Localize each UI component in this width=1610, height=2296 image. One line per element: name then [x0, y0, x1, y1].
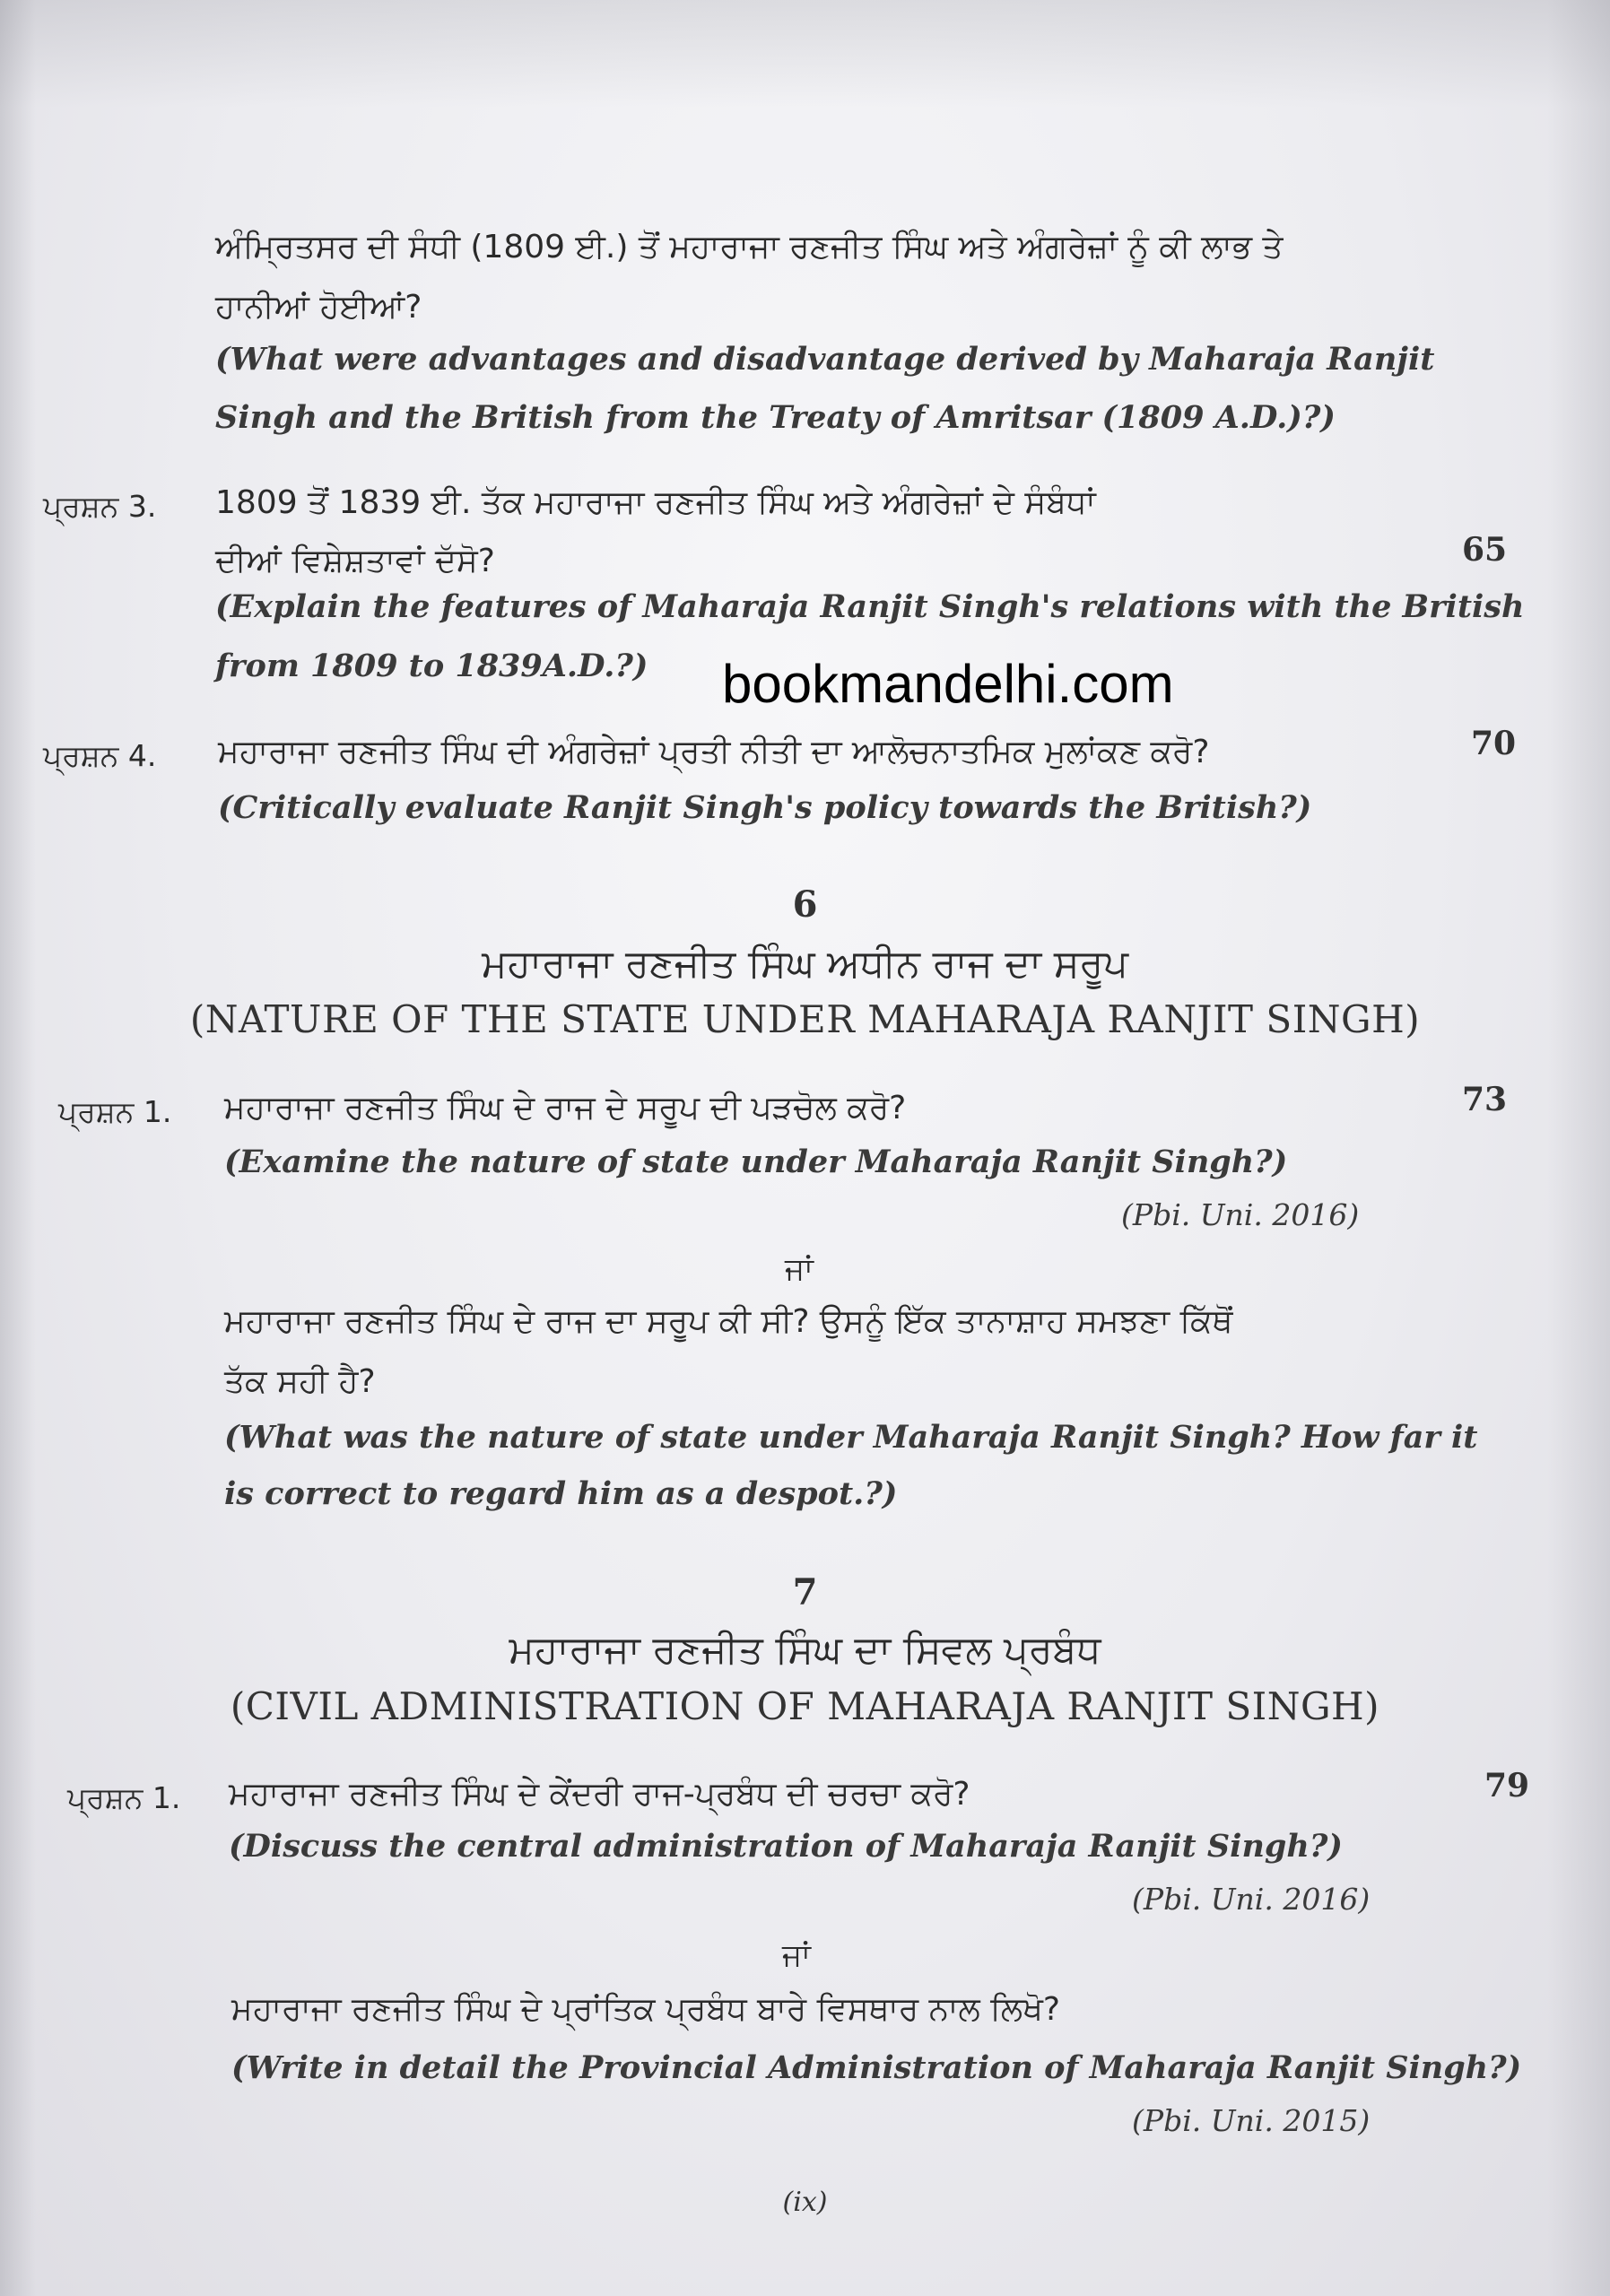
exam-source: (Pbi. Uni. 2015): [1132, 2103, 1371, 2138]
question-gurmukhi-line: 1809 ਤੋਂ 1839 ਈ. ਤੱਕ ਮਹਾਰਾਜਾ ਰਣਜੀਤ ਸਿੰਘ ਅਤੇ ਅੰਗਰੇਜ਼ਾਂ ਦੇ ਸੰਬੰਧਾਂ: [215, 484, 1096, 521]
page-number: 73: [1462, 1081, 1508, 1118]
question-english-line: (Discuss the central administration of Maharaja Ranjit Singh?): [229, 1828, 1343, 1865]
chapter-title-gurmukhi: ਮਹਾਰਾਜਾ ਰਣਜੀਤ ਸਿੰਘ ਦਾ ਸਿਵਲ ਪ੍ਰਬੰਧ: [509, 1628, 1101, 1673]
exam-source: (Pbi. Uni. 2016): [1132, 1882, 1371, 1917]
chapter-number: 7: [792, 1571, 818, 1613]
or-separator: ਜਾਂ: [785, 1251, 814, 1287]
question-label: ਪ੍ਰਸ਼ਨ 3.: [43, 489, 157, 524]
question-english-line: (What were advantages and disadvantage derived by Maharaja Ranjit: [215, 341, 1435, 378]
question-gurmukhi-line: ਮਹਾਰਾਜਾ ਰਣਜੀਤ ਸਿੰਘ ਦੇ ਰਾਜ ਦਾ ਸਰੂਪ ਕੀ ਸੀ? ਉਸਨੂੰ ਇੱਕ ਤਾਨਾਸ਼ਾਹ ਸਮਝਣਾ ਕਿੱਥੋਂ: [224, 1303, 1233, 1340]
page-number: 65: [1462, 531, 1508, 569]
question-label: ਪ੍ਰਸ਼ਨ 1.: [58, 1094, 172, 1129]
question-gurmukhi-line: ਮਹਾਰਾਜਾ ਰਣਜੀਤ ਸਿੰਘ ਦੇ ਰਾਜ ਦੇ ਸਰੂਪ ਦੀ ਪੜਚੋਲ ਕਰੋ?: [224, 1090, 907, 1126]
question-gurmukhi-line: ਤੱਕ ਸਹੀ ਹੈ?: [224, 1363, 376, 1400]
question-english-line: (What was the nature of state under Maharaja Ranjit Singh? How far it: [224, 1419, 1478, 1456]
question-english-line: (Explain the features of Maharaja Ranjit Singh's relations with the British: [215, 588, 1525, 625]
page-footer-number: (ix): [782, 2187, 828, 2218]
chapter-title-english: (NATURE OF THE STATE UNDER MAHARAJA RANJIT SINGH): [189, 997, 1421, 1041]
chapter-title-english: (CIVIL ADMINISTRATION OF MAHARAJA RANJIT SINGH): [230, 1684, 1380, 1728]
question-english-line: (Write in detail the Provincial Administration of Maharaja Ranjit Singh?): [231, 2049, 1522, 2086]
or-separator: ਜਾਂ: [782, 1937, 811, 1973]
question-gurmukhi-line: ਮਹਾਰਾਜਾ ਰਣਜੀਤ ਸਿੰਘ ਦੀ ਅੰਗਰੇਜ਼ਾਂ ਪ੍ਰਤੀ ਨੀਤੀ ਦਾ ਆਲੋਚਨਾਤਮਿਕ ਮੁਲਾਂਕਣ ਕਰੋ?: [218, 734, 1210, 770]
question-gurmukhi-line: ਅੰਮ੍ਰਿਤਸਰ ਦੀ ਸੰਧੀ (1809 ਈ.) ਤੋਂ ਮਹਾਰਾਜਾ ਰਣਜੀਤ ਸਿੰਘ ਅਤੇ ਅੰਗਰੇਜ਼ਾਂ ਨੂੰ ਕੀ ਲਾਭ ਤੇ: [215, 229, 1284, 265]
question-english-line: Singh and the British from the Treaty of Amritsar (1809 A.D.)?): [215, 399, 1336, 436]
question-english-line: from 1809 to 1839A.D.?): [215, 648, 648, 684]
question-gurmukhi-line: ਦੀਆਂ ਵਿਸ਼ੇਸ਼ਤਾਵਾਂ ਦੱਸੋ?: [215, 543, 495, 579]
page-fold-shadow: [0, 0, 36, 2296]
question-english-line: (Examine the nature of state under Maharaja Ranjit Singh?): [224, 1144, 1288, 1180]
question-gurmukhi-line: ਮਹਾਰਾਜਾ ਰਣਜੀਤ ਸਿੰਘ ਦੇ ਕੇਂਦਰੀ ਰਾਜ-ਪ੍ਰਬੰਧ ਦੀ ਚਰਚਾ ਕਰੋ?: [229, 1776, 970, 1813]
question-label: ਪ੍ਰਸ਼ਨ 4.: [43, 738, 157, 773]
page-number: 70: [1471, 725, 1517, 762]
question-english-line: is correct to regard him as a despot.?): [224, 1475, 898, 1512]
question-gurmukhi-line: ਮਹਾਰਾਜਾ ਰਣਜੀਤ ਸਿੰਘ ਦੇ ਪ੍ਰਾਂਤਿਕ ਪ੍ਰਬੰਧ ਬਾਰੇ ਵਿਸਥਾਰ ਨਾਲ ਲਿਖੋ?: [231, 1991, 1061, 2028]
top-shadow: [0, 0, 1610, 108]
page-number: 79: [1484, 1767, 1530, 1805]
watermark: bookmandelhi.com: [722, 654, 1174, 714]
question-gurmukhi-line: ਹਾਨੀਆਂ ਹੋਈਆਂ?: [215, 289, 422, 326]
chapter-title-gurmukhi: ਮਹਾਰਾਜਾ ਰਣਜੀਤ ਸਿੰਘ ਅਧੀਨ ਰਾਜ ਦਾ ਸਰੂਪ: [482, 942, 1128, 987]
question-label: ਪ੍ਰਸ਼ਨ 1.: [67, 1780, 181, 1815]
chapter-number: 6: [792, 883, 818, 926]
question-english-line: (Critically evaluate Ranjit Singh's policy towards the British?): [218, 789, 1312, 826]
exam-source: (Pbi. Uni. 2016): [1121, 1197, 1360, 1232]
edge-shadow: [1547, 0, 1610, 2296]
